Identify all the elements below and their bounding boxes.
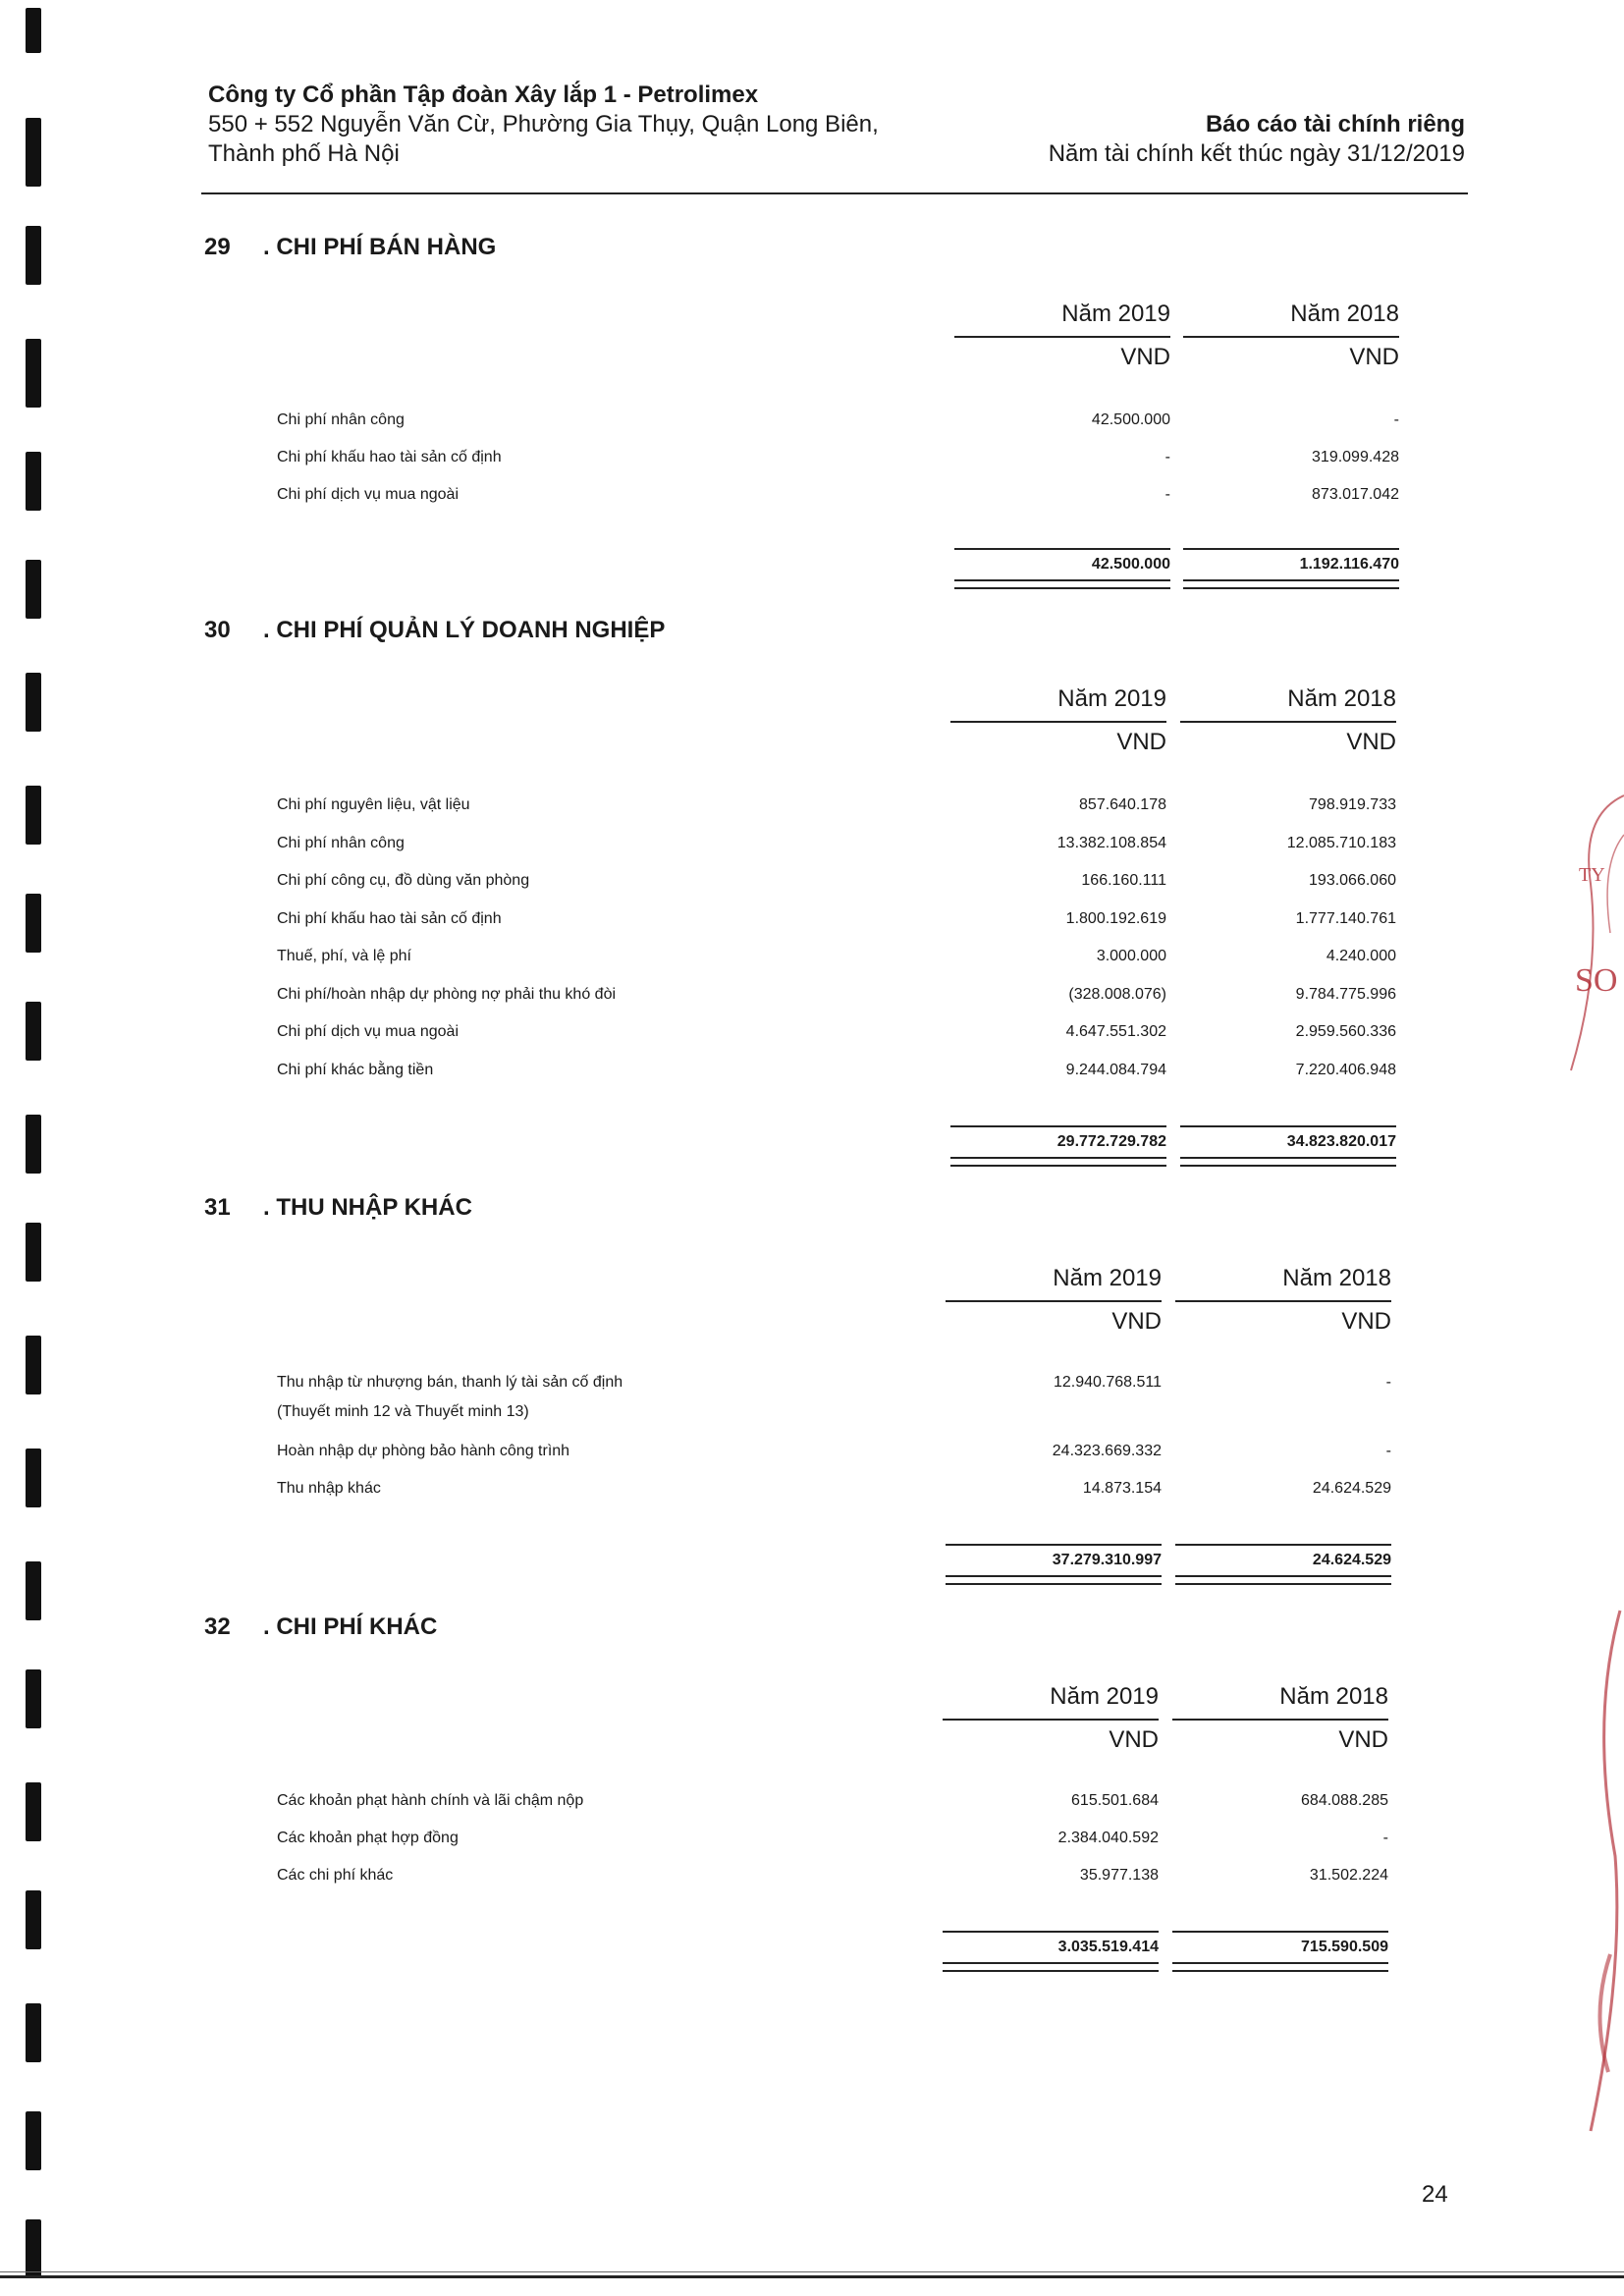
column-header-rule: [950, 721, 1166, 723]
section-title-text: . CHI PHÍ QUẢN LÝ DOANH NGHIỆP: [263, 617, 666, 643]
section-title-text: . CHI PHÍ BÁN HÀNG: [263, 234, 497, 260]
value-2018: 4.240.000: [1326, 948, 1396, 964]
stamp-edge-svg: [1561, 776, 1624, 1090]
value-2018: 9.784.775.996: [1295, 985, 1396, 1003]
total-double-underline: [1183, 579, 1399, 589]
section-title: [204, 1194, 472, 1222]
total-top-rule: [1183, 548, 1399, 550]
row-label: Các khoản phạt hành chính và lãi chậm nộp: [277, 1792, 584, 1809]
row-label: Chi phí nhân công: [277, 411, 405, 428]
column-unit: VND: [1338, 1726, 1388, 1753]
value-2019: 35.977.138: [1079, 1867, 1159, 1884]
total-double-underline: [1180, 1157, 1396, 1167]
section-title: [204, 1613, 437, 1641]
total-top-rule: [954, 548, 1170, 550]
section-number: 29: [204, 234, 231, 260]
column-header-rule: [946, 1300, 1162, 1302]
value-2018: 319.099.428: [1312, 449, 1399, 465]
column-header-2019: [950, 685, 1166, 756]
table-row: [196, 1860, 1473, 1897]
column-unit: VND: [1349, 344, 1399, 370]
row-label: Thu nhập khác: [277, 1480, 381, 1497]
report-period: Năm tài chính kết thúc ngày 31/12/2019: [1048, 140, 1465, 167]
total-value: 34.823.820.017: [1286, 1133, 1396, 1150]
total-top-rule: [1175, 1544, 1391, 1546]
total-top-rule: [946, 1544, 1162, 1546]
value-2018: 24.624.529: [1312, 1480, 1391, 1497]
page-number: 24: [1422, 2181, 1448, 2208]
total-value: 1.192.116.470: [1299, 556, 1399, 573]
value-2019: 857.640.178: [1079, 796, 1166, 813]
total-2019: [946, 1544, 1162, 1585]
total-value: 715.590.509: [1301, 1939, 1388, 1955]
total-value: 37.279.310.997: [1052, 1552, 1162, 1568]
section-title: [204, 234, 496, 261]
table-row: [196, 865, 1473, 902]
total-2018: [1175, 1544, 1391, 1585]
total-2018: [1172, 1931, 1388, 1972]
value-2019: 166.160.111: [1081, 872, 1166, 889]
column-year: Năm 2019: [1057, 685, 1166, 712]
value-2019: -: [1164, 449, 1170, 465]
column-year: Năm 2019: [1061, 301, 1170, 327]
row-label: Chi phí công cụ, đồ dùng văn phòng: [277, 872, 530, 889]
row-label: Chi phí khấu hao tài sản cố định: [277, 909, 502, 927]
value-2019: 24.323.669.332: [1052, 1443, 1162, 1459]
value-2019: (328.008.076): [1068, 985, 1166, 1003]
row-label: Chi phí nhân công: [277, 834, 405, 851]
column-unit: VND: [1109, 1726, 1159, 1753]
column-unit: VND: [1116, 729, 1166, 755]
section-title-text: . THU NHẬP KHÁC: [263, 1194, 472, 1221]
column-header-rule: [943, 1719, 1159, 1721]
column-unit: VND: [1346, 729, 1396, 755]
row-label: Các khoản phạt hợp đồng: [277, 1830, 459, 1846]
total-value: 29.772.729.782: [1056, 1133, 1166, 1150]
value-2018: 798.919.733: [1309, 796, 1396, 813]
column-year: Năm 2018: [1290, 301, 1399, 327]
column-header-rule: [1183, 336, 1399, 338]
value-2019: 4.647.551.302: [1065, 1023, 1166, 1040]
value-2018: 2.959.560.336: [1295, 1023, 1396, 1040]
column-header-2019: [943, 1683, 1159, 1754]
table-row: [196, 1823, 1473, 1860]
section-title-text: . CHI PHÍ KHÁC: [263, 1613, 438, 1640]
total-value: 42.500.000: [1091, 556, 1170, 573]
report-title: Báo cáo tài chính riêng: [1205, 111, 1465, 137]
row-label: Chi phí dịch vụ mua ngoài: [277, 486, 459, 503]
value-2019: 3.000.000: [1096, 948, 1166, 964]
column-header-rule: [1180, 721, 1396, 723]
table-row: [196, 1367, 1473, 1420]
column-year: Năm 2018: [1279, 1683, 1388, 1710]
value-2019: 12.940.768.511: [1053, 1374, 1162, 1391]
total-2018: [1180, 1125, 1396, 1167]
section-number: 32: [204, 1613, 231, 1640]
value-2019: 1.800.192.619: [1065, 909, 1166, 927]
column-unit: VND: [1111, 1308, 1162, 1335]
column-year: Năm 2018: [1282, 1265, 1391, 1291]
table-row: [196, 979, 1473, 1016]
row-label: Hoàn nhập dự phòng bảo hành công trình: [277, 1443, 570, 1459]
table-row: [196, 1436, 1473, 1473]
row-label: Các chi phí khác: [277, 1867, 394, 1884]
value-2019: -: [1164, 486, 1170, 503]
value-2018: 193.066.060: [1309, 872, 1396, 889]
column-unit: VND: [1341, 1308, 1391, 1335]
page-bottom-edge: [0, 2275, 1624, 2278]
stamp-text-ty: TY: [1579, 864, 1605, 886]
total-value: 3.035.519.414: [1057, 1939, 1159, 1955]
column-unit: VND: [1120, 344, 1170, 370]
row-label: Thu nhập từ nhượng bán, thanh lý tài sản cố định: [277, 1374, 623, 1391]
total-2019: [950, 1125, 1166, 1167]
stamp-text-so: SO: [1575, 962, 1618, 999]
table-row: [196, 1055, 1473, 1092]
column-header-2018: [1172, 1683, 1388, 1754]
total-double-underline: [943, 1962, 1159, 1972]
company-block: [208, 81, 879, 169]
column-year: Năm 2019: [1050, 1683, 1159, 1710]
page-bottom-edge-thin: [0, 2271, 1624, 2272]
table-row: [196, 941, 1473, 978]
company-name: Công ty Cổ phần Tập đoàn Xây lắp 1 - Petrolimex: [208, 82, 759, 108]
table-row: [196, 1785, 1473, 1823]
header-divider: [201, 192, 1468, 194]
row-label-continued: (Thuyết minh 12 và Thuyết minh 13): [277, 1403, 529, 1420]
total-double-underline: [954, 579, 1170, 589]
value-2018: 7.220.406.948: [1295, 1061, 1396, 1078]
value-2018: 1.777.140.761: [1295, 909, 1396, 927]
column-header-2019: [946, 1265, 1162, 1336]
value-2018: -: [1385, 1374, 1391, 1391]
total-top-rule: [943, 1931, 1159, 1933]
total-2019: [954, 548, 1170, 589]
column-header-2018: [1183, 301, 1399, 371]
value-2019: 615.501.684: [1071, 1792, 1159, 1809]
value-2018: -: [1385, 1443, 1391, 1459]
table-row: [196, 828, 1473, 865]
section-number: 31: [204, 1194, 231, 1221]
table-row: [196, 790, 1473, 827]
stamp-edge-lower-svg: [1571, 1601, 1624, 2151]
row-label: Chi phí/hoàn nhập dự phòng nợ phải thu khó đòi: [277, 985, 617, 1003]
row-label: Chi phí khấu hao tài sản cố định: [277, 449, 502, 465]
table-row: [196, 1473, 1473, 1510]
total-2019: [943, 1931, 1159, 1972]
column-header-rule: [1172, 1719, 1388, 1721]
column-header-2018: [1180, 685, 1396, 756]
row-label: Chi phí dịch vụ mua ngoài: [277, 1023, 459, 1040]
column-header-2018: [1175, 1265, 1391, 1336]
section-number: 30: [204, 617, 231, 643]
section-title: [204, 617, 665, 644]
total-top-rule: [1180, 1125, 1396, 1127]
total-top-rule: [1172, 1931, 1388, 1933]
value-2018: -: [1382, 1830, 1388, 1846]
value-2018: 31.502.224: [1309, 1867, 1388, 1884]
value-2019: 42.500.000: [1091, 411, 1170, 428]
table-row: [196, 479, 1473, 517]
value-2018: 684.088.285: [1301, 1792, 1388, 1809]
table-row: [196, 442, 1473, 479]
table-row: [196, 903, 1473, 941]
total-value: 24.624.529: [1312, 1552, 1391, 1568]
row-label: Thuế, phí, và lệ phí: [277, 948, 411, 964]
table-row: [196, 405, 1473, 442]
column-header-2019: [954, 301, 1170, 371]
value-2018: -: [1393, 411, 1399, 428]
company-address-line2: Thành phố Hà Nội: [208, 140, 400, 167]
row-label: Chi phí nguyên liệu, vật liệu: [277, 796, 470, 813]
total-double-underline: [950, 1157, 1166, 1167]
report-block: [1049, 110, 1465, 169]
value-2018: 12.085.710.183: [1286, 834, 1396, 851]
total-top-rule: [950, 1125, 1166, 1127]
company-address-line1: 550 + 552 Nguyễn Văn Cừ, Phường Gia Thụy, Quận Long Biên,: [208, 111, 879, 137]
column-year: Năm 2018: [1287, 685, 1396, 712]
value-2018: 873.017.042: [1312, 486, 1399, 503]
value-2019: 9.244.084.794: [1065, 1061, 1166, 1078]
total-double-underline: [946, 1575, 1162, 1585]
value-2019: 14.873.154: [1082, 1480, 1162, 1497]
table-row: [196, 1016, 1473, 1054]
total-2018: [1183, 548, 1399, 589]
row-label: Chi phí khác bằng tiền: [277, 1061, 434, 1078]
total-double-underline: [1172, 1962, 1388, 1972]
column-year: Năm 2019: [1053, 1265, 1162, 1291]
column-header-rule: [1175, 1300, 1391, 1302]
total-double-underline: [1175, 1575, 1391, 1585]
value-2019: 13.382.108.854: [1056, 834, 1166, 851]
column-header-rule: [954, 336, 1170, 338]
value-2019: 2.384.040.592: [1057, 1830, 1159, 1846]
